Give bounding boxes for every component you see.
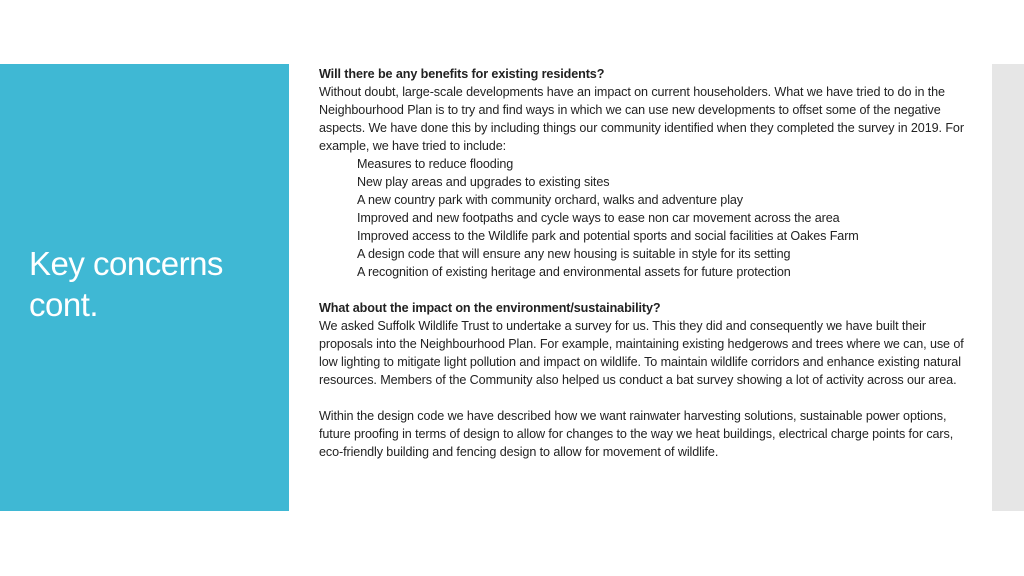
list-item: Improved and new footpaths and cycle ways to ease non car movement across the area xyxy=(357,211,840,225)
list-item: A new country park with community orchard, walks and adventure play xyxy=(357,193,743,207)
right-accent-bar xyxy=(992,64,1024,511)
list-item: Improved access to the Wildlife park and potential sports and social facilities at Oakes Farm xyxy=(357,229,859,243)
list-item: New play areas and upgrades to existing sites xyxy=(357,175,610,189)
list-item: A recognition of existing heritage and environmental assets for future protection xyxy=(357,265,791,279)
list-item: Measures to reduce flooding xyxy=(357,157,514,171)
section2-body2: Within the design code we have described how we want rainwater harvesting solutions, sustainable power options, future proofing in terms of design to allow for changes to the way we heat buildings, electrical charge points for cars, eco-friendly building and fencing design to allow for movement of wildlife. xyxy=(319,409,954,459)
section2-body: We asked Suffolk Wildlife Trust to undertake a survey for us. This they did and consequently we have built their proposals into the Neighbourhood Plan. For example, maintaining existing hedgerows and trees where we can, use of low lighting to mitigate light pollution and impact on wildlife. To maintain wildlife corridors and enhance existing natural resources. Members of the Community also helped us conduct a bat survey showing a lot of activity across our area. xyxy=(319,319,964,387)
section2-heading: What about the impact on the environment/sustainability? xyxy=(319,301,661,315)
paragraph-gap xyxy=(319,281,979,299)
list-item: A design code that will ensure any new housing is suitable in style for its setting xyxy=(357,247,791,261)
section1-body: Without doubt, large-scale developments have an impact on current householders. What we have tried to do in the Neighbourhood Plan is to try and find ways in which we can use new developments to offset some of the negative aspects. We have done this by including things our community identified when they completed the survey in 2019. For example, we have tried to include: xyxy=(319,85,964,153)
section1-heading: Will there be any benefits for existing residents? xyxy=(319,67,605,81)
paragraph-gap xyxy=(319,389,979,407)
content-body xyxy=(319,65,979,461)
benefits-list xyxy=(319,155,979,281)
slide-title: Key concerns cont. xyxy=(29,245,223,323)
